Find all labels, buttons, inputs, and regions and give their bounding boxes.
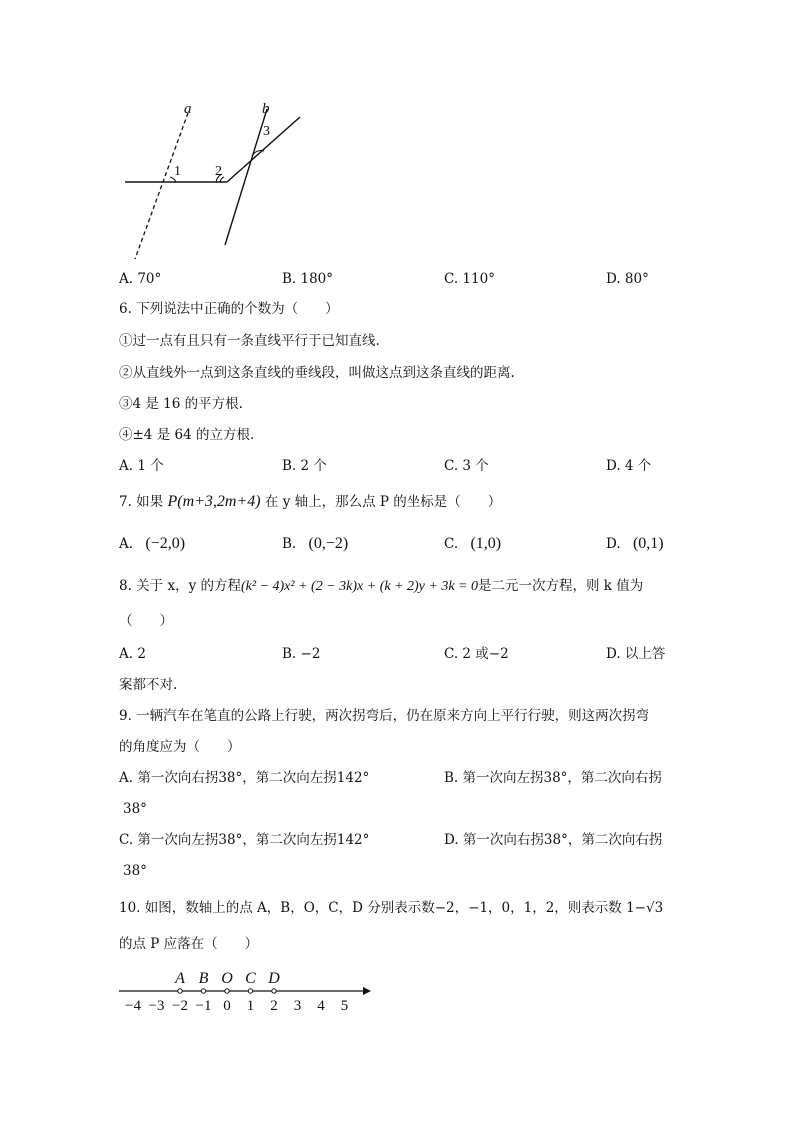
number-line-tick-label: −2 xyxy=(172,998,188,1014)
q7-expression: P(m+3,2m+4) xyxy=(167,493,261,510)
q7-option-a-value: (−2,0) xyxy=(145,535,186,552)
q9-option-a[interactable]: A. 第一次向右拐38°，第二次向左拐142° xyxy=(119,770,370,786)
q10-stem-line2: 的点 P 应落在（ ） xyxy=(119,936,259,952)
q9-stem-line2: 的角度应为（ ） xyxy=(119,739,241,755)
label-3: 3 xyxy=(263,124,270,139)
q9-stem-line1: 9. 一辆汽车在笔直的公路上行驶，两次拐弯后，仍在原来方向上平行行驶，则这两次拐弯 xyxy=(119,708,650,724)
q8-post: 是二元一次方程，则 k 值为 xyxy=(478,578,644,594)
number-line-tick-label: 0 xyxy=(223,998,231,1014)
number-line-point-marker xyxy=(178,989,182,993)
number-line-tick-label: 2 xyxy=(270,998,278,1014)
q6-option-c[interactable]: C. 3 个 xyxy=(444,458,489,474)
number-line-arrow-icon xyxy=(363,987,371,995)
q10-stem-line1: 10. 如图，数轴上的点 A，B，O，C，D 分别表示数−2，−1，0，1，2，则表示数 1−√3 xyxy=(119,900,664,916)
q7-option-d[interactable] xyxy=(606,535,664,553)
number-line-tick-label: −1 xyxy=(195,998,212,1014)
q8-option-d-tail: 案都不对. xyxy=(119,677,178,693)
q7-option-a-letter: A. xyxy=(119,536,134,552)
q7-option-c-value: (1,0) xyxy=(470,535,502,552)
q8-stem xyxy=(119,577,643,596)
q8-equation: (k² − 4)x² + (2 − 3k)x + (k + 2)y + 3k = 0 xyxy=(241,579,478,594)
number-line-tick-label: −3 xyxy=(148,998,165,1014)
line-b xyxy=(225,109,267,245)
label-b: b xyxy=(262,101,270,117)
q7-option-d-value: (0,1) xyxy=(632,535,664,552)
q7-option-b-letter: B. xyxy=(282,536,297,552)
q6-statement-1: ①过一点有且只有一条直线平行于已知直线. xyxy=(119,333,380,349)
q9-option-c[interactable]: C. 第一次向左拐38°，第二次向左拐142° xyxy=(119,832,370,848)
number-line-tick-label: 3 xyxy=(293,998,302,1014)
number-line-point-label: A xyxy=(175,970,185,987)
label-a: a xyxy=(184,101,192,117)
q9-option-d-cont: 38° xyxy=(123,863,147,879)
number-line-figure xyxy=(115,965,375,1015)
number-line-point-label: O xyxy=(221,970,233,987)
q7-option-c-letter: C. xyxy=(444,536,459,552)
q5-option-a[interactable]: A. 70° xyxy=(119,271,162,287)
q5-option-c[interactable]: C. 110° xyxy=(444,271,495,287)
q7-option-b-value: (0,−2) xyxy=(308,535,349,552)
q8-option-a[interactable]: A. 2 xyxy=(119,646,146,662)
number-line-tick-label: −4 xyxy=(125,998,141,1014)
q7-post: 在 y 轴上，那么点 P 的坐标是（ ） xyxy=(264,494,502,510)
q9-option-d[interactable]: D. 第一次向右拐38°，第二次向右拐 xyxy=(444,832,663,848)
number-line-tick-label: 1 xyxy=(246,998,255,1014)
number-line-point-marker xyxy=(225,989,229,993)
q9-option-b-cont: 38° xyxy=(123,801,147,817)
q7-option-d-letter: D. xyxy=(606,536,621,552)
number-line-point-marker xyxy=(248,989,252,993)
label-2: 2 xyxy=(215,164,222,179)
q7-pre: 7. 如果 xyxy=(119,494,164,510)
number-line-point-labels xyxy=(174,970,280,993)
q6-statement-3: ③4 是 16 的平方根. xyxy=(119,396,243,412)
number-line-ticks xyxy=(125,998,348,1014)
q9-option-b[interactable]: B. 第一次向左拐38°，第二次向右拐 xyxy=(444,770,662,786)
number-line-point-label: D xyxy=(268,970,280,987)
q5-option-d[interactable]: D. 80° xyxy=(606,271,649,287)
q7-option-a[interactable] xyxy=(119,535,185,553)
number-line-tick-label: 5 xyxy=(340,998,349,1014)
q6-option-a[interactable]: A. 1 个 xyxy=(119,458,164,474)
q6-stem: 6. 下列说法中正确的个数为（ ） xyxy=(119,301,339,317)
number-line-point-marker xyxy=(201,989,205,993)
number-line-point-label: C xyxy=(245,970,256,987)
q6-statement-4: ④±4 是 64 的立方根. xyxy=(119,427,255,443)
parallel-lines-figure xyxy=(110,95,320,265)
q8-pre: 8. 关于 x，y 的方程 xyxy=(119,578,241,594)
number-line-point-label: B xyxy=(198,970,209,987)
q8-option-b[interactable]: B. −2 xyxy=(282,646,321,662)
label-1: 1 xyxy=(174,164,181,179)
q6-option-b[interactable]: B. 2 个 xyxy=(282,458,327,474)
number-line-tick-label: 4 xyxy=(317,998,325,1014)
q8-paren: （ ） xyxy=(119,613,173,629)
q6-option-d[interactable]: D. 4 个 xyxy=(606,458,652,474)
number-line-point-marker xyxy=(272,989,276,993)
q8-option-c[interactable]: C. 2 或−2 xyxy=(444,646,509,662)
q7-option-c[interactable] xyxy=(444,535,501,553)
q5-option-b[interactable]: B. 180° xyxy=(282,271,334,287)
dashed-line-a xyxy=(135,113,188,259)
q6-statement-2: ②从直线外一点到这条直线的垂线段，叫做这点到这条直线的距离. xyxy=(119,365,515,381)
q8-option-d[interactable]: D. 以上答 xyxy=(606,646,666,662)
q7-option-b[interactable] xyxy=(282,535,348,553)
q7-stem xyxy=(119,493,501,511)
